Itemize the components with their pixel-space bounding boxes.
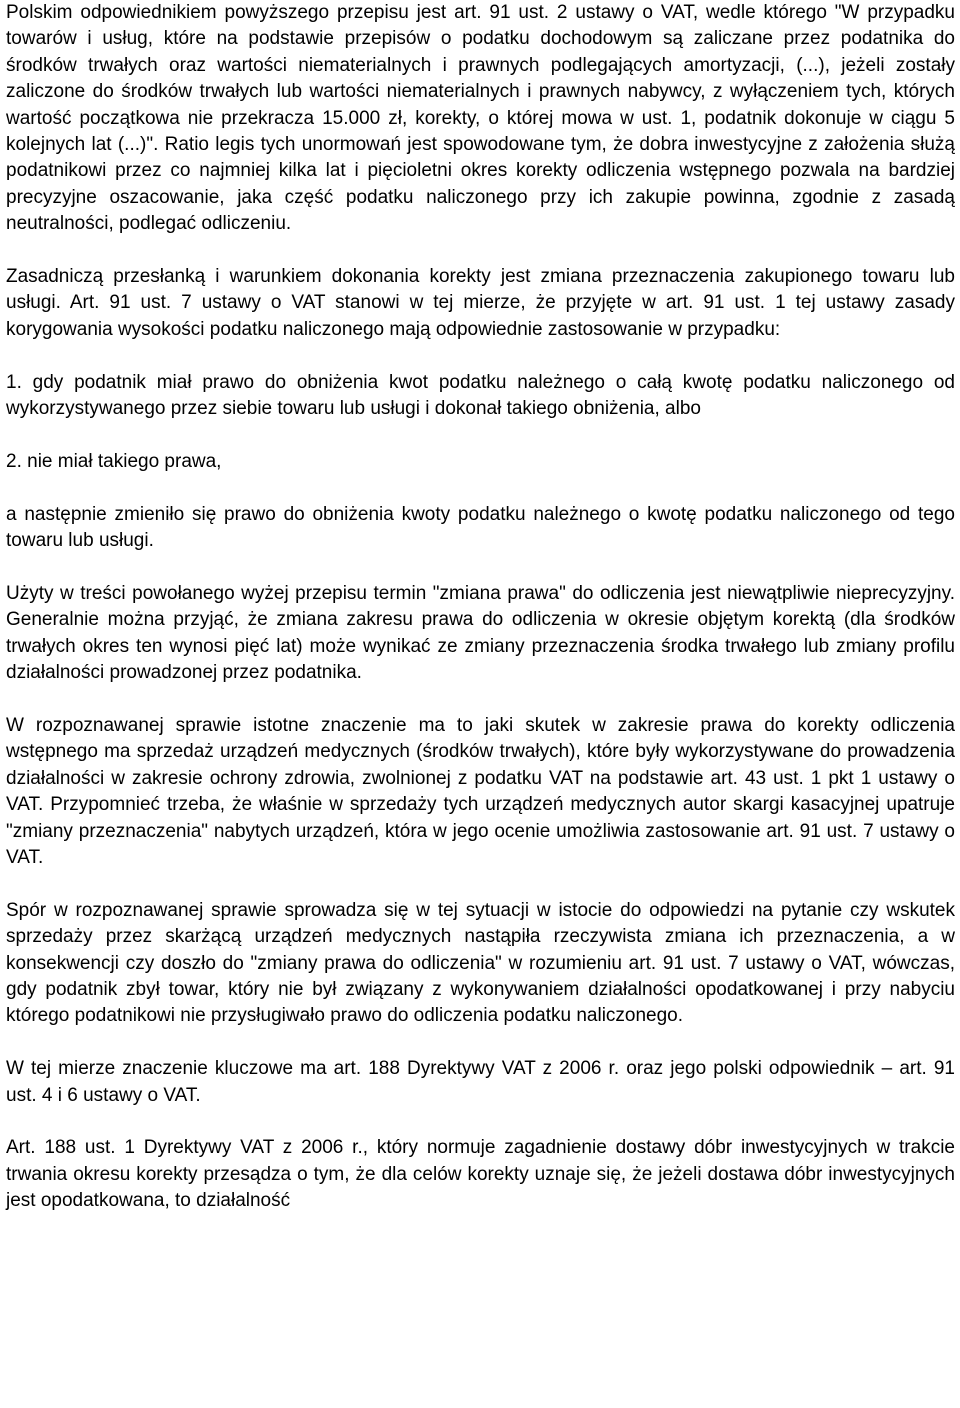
list-item-1: 1. gdy podatnik miał prawo do obniżenia kwot podatku należnego o całą kwotę podatku naliczonego od wykorzystywanego przez siebie towaru lub usługi i dokonał takiego obniżenia, albo [6, 371, 955, 420]
paragraph-art91-ust2: Polskim odpowiednikiem powyższego przepisu jest art. 91 ust. 2 ustawy o VAT, wedle którego "W przypadku towarów i usług, które na podstawie przepisów o podatku dochodowym są zaliczane przez podatnika do środków trwałych oraz wartości niematerialnych i prawnych podlegających amortyzacji, (...), jeżeli zostały zaliczone do środków trwałych lub wartości niematerialnych i prawnych nabywcy, z wyłączeniem tych, których wartość początkowa nie przekracza 15.000 zł, korekty, o której mowa w ust. 1, podatnik dokonuje w ciągu 5 kolejnych lat (...)". Ratio legis tych unormowań jest spowodowane tym, że dobra inwestycyjne z założenia służą podatnikowi przez co najmniej kilka lat i pięcioletni okres korekty odliczenia wstępnego pozwala na bardziej precyzyjne oszacowanie, jaka część podatku naliczonego przy ich zakupie powinna, zgodnie z zasadą neutralności, podlegać odliczeniu. [6, 2, 955, 235]
paragraph-zmiana-prawa: Użyty w treści powołanego wyżej przepisu termin "zmiana prawa" do odliczenia jest niewątpliwie nieprecyzyjny. Generalnie można przyjąć, że zmiana zakresu prawa do odliczenia w okresie objętym korektą (dla środków trwałych okres ten wynosi pięć lat) może wynikać ze zmiany przeznaczenia środka trwałego lub zmiany profilu działalności prowadzonej przez podatnika. [6, 582, 955, 684]
paragraph-art188-ust1: Art. 188 ust. 1 Dyrektywy VAT z 2006 r., który normuje zagadnienie dostawy dóbr inwestycyjnych w trakcie trwania okresu korekty przesądza o tym, że dla celów korekty uznaje się, że jeżeli dostawa dóbr inwestycyjnych jest opodatkowana, to działalność [6, 1137, 955, 1212]
document-page [6, 0, 955, 1215]
list-item-2: 2. nie miał takiego prawa, [6, 450, 222, 472]
paragraph-art188: W tej mierze znaczenie kluczowe ma art. 188 Dyrektywy VAT z 2006 r. oraz jego polski odpowiednik – art. 91 ust. 4 i 6 ustawy o VAT. [6, 1058, 955, 1106]
paragraph-spor: Spór w rozpoznawanej sprawie sprowadza się w tej sytuacji w istocie do odpowiedzi na pytanie czy wskutek sprzedaży przez skarżącą urządzeń medycznych nastąpiła rzeczywista zmiana ich przeznaczenia, a w konsekwencji czy doszło do "zmiany prawa do odliczenia" w rozumieniu art. 91 ust. 7 ustawy o VAT, wówczas, gdy podatnik zbył towar, który nie był związany z wykonywaniem działalności opodatkowanej i przy nabyciu którego podatnikowi nie przysługiwało prawo do odliczenia podatku naliczonego. [6, 899, 955, 1027]
paragraph-zmiana-przeznaczenia: Zasadniczą przesłanką i warunkiem dokonania korekty jest zmiana przeznaczenia zakupionego towaru lub usługi. Art. 91 ust. 7 ustawy o VAT stanowi w tej mierze, że przyjęte w art. 91 ust. 1 tej ustawy zasady korygowania wysokości podatku naliczonego mają odpowiednie zastosowanie w przypadku: [6, 266, 955, 340]
paragraph-urzadzenia-medyczne: W rozpoznawanej sprawie istotne znaczenie ma to jaki skutek w zakresie prawa do korekty odliczenia wstępnego ma sprzedaż urządzeń medycznych (środków trwałych), które były wykorzystywane do prowadzenia działalności w zakresie ochrony zdrowia, zwolnionej z podatku VAT na podstawie art. 43 ust. 1 pkt 1 ustawy o VAT. Przypomnieć trzeba, że właśnie w sprzedaży tych urządzeń medycznych autor skargi kasacyjnej upatruje "zmiany przeznaczenia" nabytych urządzeń, która w jego ocenie umożliwia zastosowanie art. 91 ust. 7 ustawy o VAT. [6, 714, 955, 868]
paragraph-a-nastepnie: a następnie zmieniło się prawo do obniżenia kwoty podatku należnego o kwotę podatku naliczonego od tego towaru lub usługi. [6, 503, 955, 552]
